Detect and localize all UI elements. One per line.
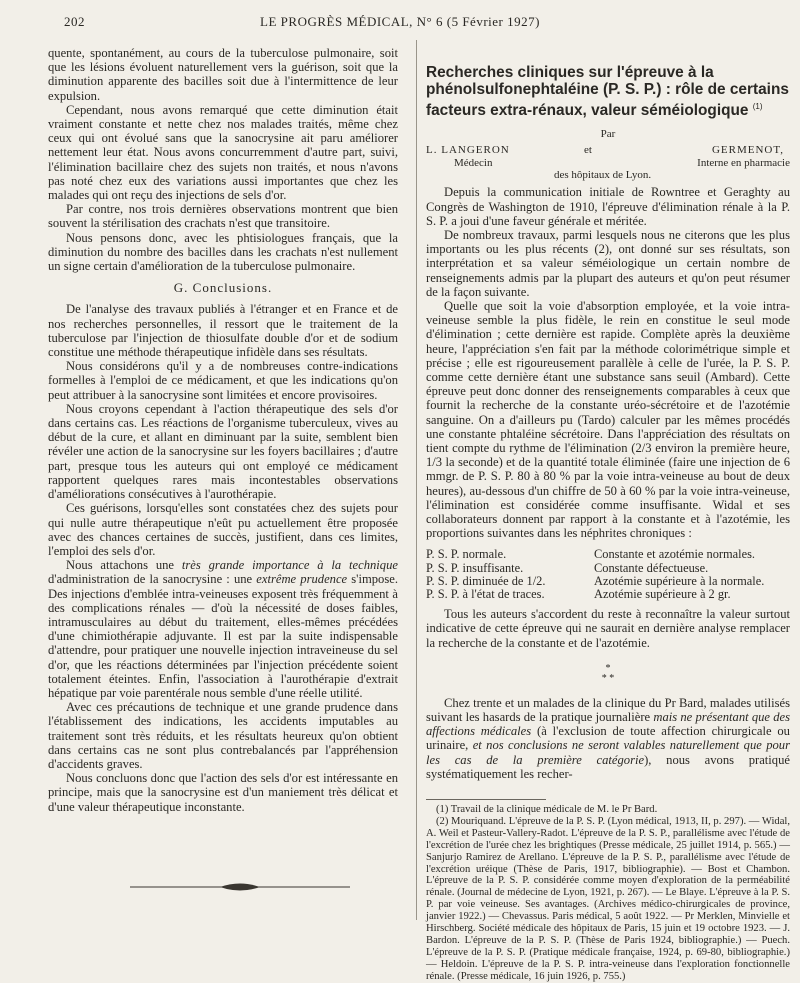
table-cell: P. S. P. insuffisante. xyxy=(426,560,524,575)
table-cell: P. S. P. à l'état de traces. xyxy=(426,587,545,602)
running-title: LE PROGRÈS MÉDICAL, N° 6 (5 Février 1927) xyxy=(260,14,540,29)
authors-block xyxy=(426,143,790,182)
author-name: GERMENOT, xyxy=(711,144,784,157)
table-row xyxy=(426,548,790,561)
paragraph: Quelle que soit la voie d'absorption employée, et la voie intra-veineuse semble la plus fidèle, le rein en constitue le seul mode d'élimination ; cette dernière est rapide. Complète après la deuxième heure, l'appréciation s'en fait par la méthode colorimétrique simple et précise ; elle est rigoureusement parallèle à celle de l'urée, la P. S. P. comme cette dernière étant une substance sans seuil (Ambard). Cette épreuve peut donc donner des renseignements comparables à ceux que fournit la recherche de la constante uréo-sécrétoire et de l'azotémie sanguine. On a d'ailleurs pu (Tardo) calculer par les mêmes procédés une constante phtaléine sécrétoire. Dans l'appréciation des résultats on tient compte du rythme de l'élimination (2/3 environ la première heure, 1/3 la seconde) et de la quantité totale éliminée (faire une injection de 6 mmgr. de P. S. P. 80 à 80 % par la voie intra-veineuse au bout de deux heures), au-dessous d'un chiffre de 50 à 60 % par la voie intra-veineuse, l'élimination est considérée comme insuffisante. Widal et ses collaborateurs donnent par rapport à la constante et à l'azotémie, les proportions suivantes dans les néphrites chroniques : xyxy=(426,298,790,541)
paragraph: Nous considérons qu'il y a de nombreuses contre-indications formelles à l'emploi de ce médicament, et que les indications qu'on peut attribuer à la sanocrysine sont limitées et encore provisoires. xyxy=(48,359,398,402)
article-title xyxy=(426,64,790,119)
footnote: (1) Travail de la clinique médicale de M. le Pr Bard. xyxy=(436,804,658,816)
text-run: s'impose. Des injections d'emblée intra-veineuses exposent très fréquemment à des complications rénales — d'où la nécessité de doses faibles, intramusculaires au début du traitement, elles-mêmes précédées d'une chimiothérapie adjuvante. Il est par la suite indispensable d'attendre, pour pratiquer une nouvelle injection intraveineuse du sel d'or, que les réactions déterminées par l'injection précédente soient totalement éteintes. Enfin, l'association à l'aurothérapie d'extrait hépatique par voie parentérale nous semble d'une réelle utilité. xyxy=(48,572,398,700)
paragraph: Nous concluons donc que l'action des sels d'or est intéressante en principe, mais que la sanocrysine est d'un maniement très délicat et d'une valeur thérapeutique inconstante. xyxy=(48,771,398,814)
table-cell: P. S. P. diminuée de 1/2. xyxy=(426,573,546,588)
column-divider xyxy=(416,40,417,920)
right-column xyxy=(426,46,790,983)
text-run: Chez trente et un malades de la clinique du Pr Bard, malades utilisés suivant les hasards de la pratique journalière xyxy=(426,695,790,725)
table-row xyxy=(426,588,790,601)
footnote-rule xyxy=(426,799,546,800)
article-title-text: Recherches cliniques sur l'épreuve à la phénolsulfonephtaléine (P. S. P.) : rôle de certains facteurs extra-rénaux, valeur séméiologique xyxy=(426,64,789,120)
text-run: d'administration de la sanocrysine : une xyxy=(48,572,257,587)
table-cell: P. S. P. normale. xyxy=(426,547,507,562)
table-cell: Azotémie supérieure à 2 gr. xyxy=(594,587,731,602)
results-table xyxy=(426,548,790,601)
table-cell: Azotémie supérieure à la normale. xyxy=(594,573,765,588)
author-conjunction: et xyxy=(584,144,592,157)
paragraph: De l'analyse des travaux publiés à l'étranger et en France et de nos recherches personnelles, il ressort que le traitement de la tuberculose par l'injection de thiosulfate double d'or et de sodium constitue une méthode thérapeutique infidèle dans ses résultats. xyxy=(48,302,398,360)
italic-run: très grande importance à la technique xyxy=(181,558,398,573)
left-column xyxy=(48,46,398,814)
asterism-bottom: * * xyxy=(601,672,615,684)
end-ornament xyxy=(130,880,350,894)
paragraph: Cependant, nous avons remarqué que cette diminution était vraiment constante et nette chez nos malades traités, même chez ceux qui ont évolué sans que la sanocrysine ait paru améliorer nettement leur état. Nous avons concurremment d'autre part, suivi, l'élimination bacillaire chez des sujets non traités, et nous n'avons pas noté chez eux des variations aussi importantes que chez les malades qui ont reçu des injections de sels d'or. xyxy=(48,102,398,203)
paragraph xyxy=(48,558,398,700)
author-role: Médecin xyxy=(454,157,493,170)
author-name: L. LANGERON xyxy=(426,144,510,157)
page-number: 202 xyxy=(64,14,85,29)
author-affiliation: des hôpitaux de Lyon. xyxy=(554,169,652,182)
paragraph: Ces guérisons, lorsqu'elles sont constatées chez des sujets pour qui nulle autre thérapeutique n'eût pu actuellement être proposée avec des chances certaines de succès, justifient, dans ces limites, l'emploi des sels d'or. xyxy=(48,501,398,558)
section-title: G. Conclusions. xyxy=(173,280,273,296)
text-run: Nous attachons une xyxy=(66,558,182,573)
paragraph: quente, spontanément, au cours de la tuberculose pulmonaire, soit que les lésions évoluent naturellement vers la guérison, soit que la diminution apparente des bacilles soit due à l'intermittence de leur expulsion. xyxy=(48,46,398,103)
table-row xyxy=(426,562,790,575)
paragraph: Par contre, nos trois dernières observations montrent que bien souvent la stérilisation des crachats n'est que transitoire. xyxy=(48,202,398,231)
paragraph: Tous les auteurs s'accordent du reste à reconnaître la valeur surtout indicative de cette épreuve qui ne saurait en dernière analyse remplacer la recherche de la constante et de l'azotémie. xyxy=(426,607,790,650)
paragraph: Nous pensons donc, avec les phtisiologues français, que la diminution du nombre des bacilles dans les crachats n'est nullement un signe certain d'amélioration de la tuberculose pulmonaire. xyxy=(48,230,398,274)
asterism xyxy=(426,664,790,684)
paragraph: De nombreux travaux, parmi lesquels nous ne citerons que les plus importants ou les plus récents (2), ont donné sur ses résultats, son interprétation et sa valeur séméiologique un certain nombre de renseignements admis par la plupart des auteurs et qu'on peut résumer de la façon suivante. xyxy=(426,227,790,299)
paragraph: Nous croyons cependant à l'action thérapeutique des sels d'or dans certains cas. Les réactions de l'organisme tuberculeux, vives au début de la cure, et allant en diminuant par la suite, semblent bien révéler une action de la sanocrysine sur les foyers bacillaires ; d'autre part, presque tous les auteurs qui ont employé ce médicament rapportent quelques rares mais incontestables observations d'améliorations consécutives à l'aurothérapie. xyxy=(48,401,398,502)
paragraph: Depuis la communication initiale de Rowntree et Geraghty au Congrès de Washington de 1910, l'épreuve d'élimination rénale à la P. S. P. a joui d'une faveur générale et méritée. xyxy=(426,185,790,228)
running-header xyxy=(0,0,800,36)
author-role: Interne en pharmacie xyxy=(697,157,790,170)
footnote: (2) Mouriquand. L'épreuve de la P. S. P. (Lyon médical, 1913, II, p. 297). — Widal, A. Weil et Pasteur-Vallery-Radot. L'épreuve de la P. S. P., parallélisme avec l'étude de l'excrétion de l'urée chez les brightiques (Presse médicale, 25 juillet 1914, p. 565.) — Sanjurjo Ramirez de Arellano. L'épreuve de la P. S. P., parallélisme avec l'étude de l'excrétion uréique (Thèse de Paris, 1917, bibliographie). — Bost et Chambon. L'épreuve de la P. S. P. considérée comme moyen d'exploration de la perméabilité rénale. (Journal de médecine de Lyon, 1921, p. 267). — Le Blaye. L'épreuve à la P. S. P. par voie veineuse. Ses avantages. (Archives médico-chirurgicales de province, janvier 1922.) — Chevassus. Paris médical, 5 août 1922. — Pr Merklen, Minvielle et Hirschberg. Société médicale des hôpitaux de Paris, 15 juin et 19 octobre 1923. — J. Bardon. L'épreuve de la P. S. P. (Thèse de Paris 1924, bibliographie.) — Puech. L'épreuve de la P. S. P. (Pratique médicale française, 1924, p. 69-80, bibliographie.) — Heldoin. L'épreuve de la P. S. P. intra-veineuse dans l'exploration fonctionnelle rénale. (Presse médicale, 16 juin 1926, p. 755.) xyxy=(426,815,790,982)
italic-run: extrême prudence xyxy=(256,572,348,587)
table-cell: Constante défectueuse. xyxy=(594,560,709,575)
asterism-top: * xyxy=(605,662,611,674)
table-cell: Constante et azotémie normales. xyxy=(594,547,756,562)
text-run: ), nous avons pratiqué systématiquement les recher- xyxy=(426,752,790,781)
text-run: (à l'exclusion de toute affection chirurgicale ou urinaire, xyxy=(426,724,790,753)
italic-run: et nos conclusions ne seront valables naturellement que pour les cas de la première catégorie xyxy=(426,738,790,767)
footnotes xyxy=(426,804,790,983)
paragraph xyxy=(426,696,790,781)
paragraph: Avec ces précautions de technique et une grande prudence dans l'établissement des indications, les accidents imputables au traitement sont très réduits, et les résultats heureux qu'on obtient dans certains cas ne sont plus contrebalancés par l'appréhension d'accidents graves. xyxy=(48,700,398,771)
footnote-marker: (1) xyxy=(752,102,763,111)
italic-run: mais ne présentant que des affections médicales xyxy=(426,710,790,739)
byline-par: Par xyxy=(600,128,616,141)
